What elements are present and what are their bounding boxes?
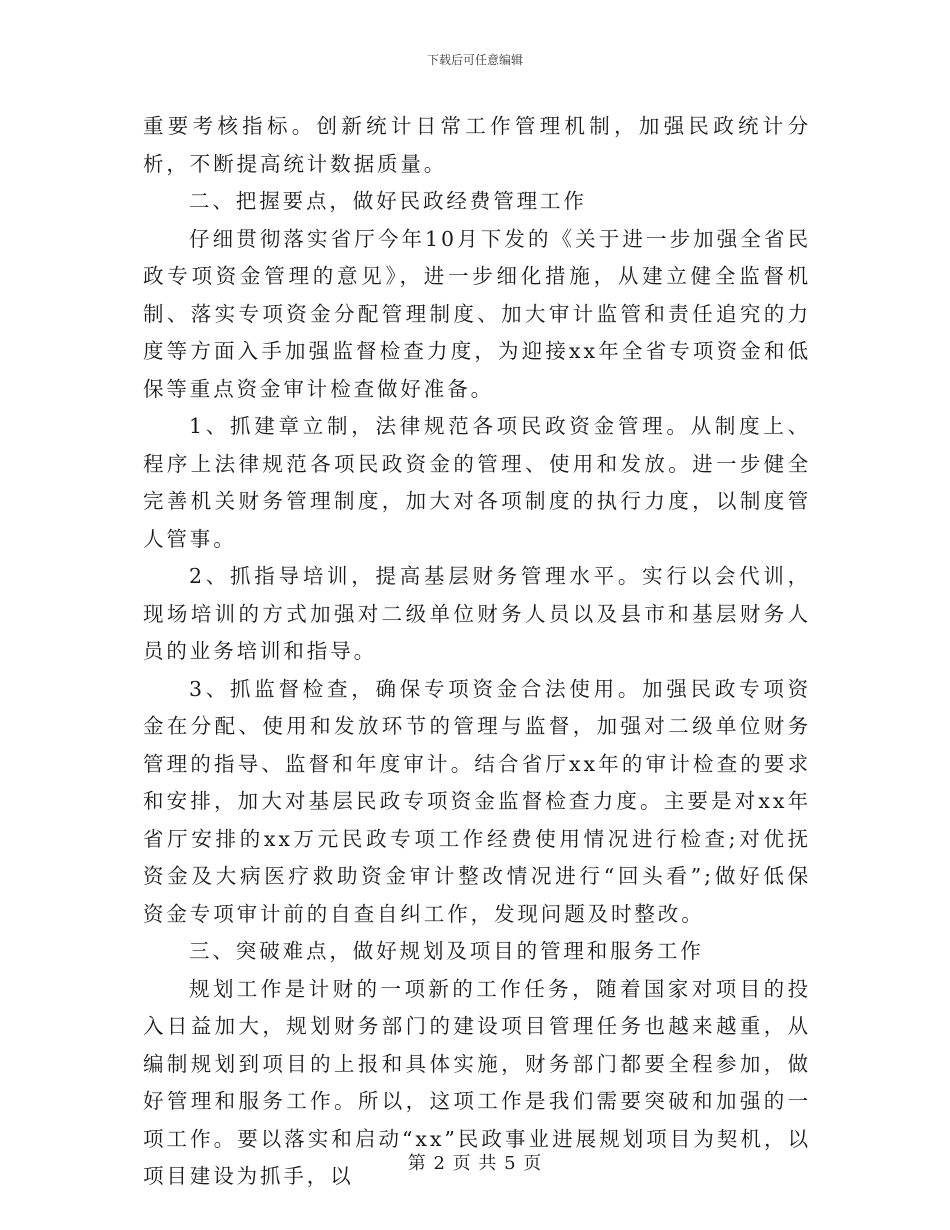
section-heading-2: 二、把握要点，做好民政经费管理工作 <box>189 189 587 213</box>
paragraph-4: 1、抓建章立制，法律规范各项民政资金管理。从制度上、程序上法律规范各项民政资金的管理、使用和发放。进一步健全完善机关财务管理制度，加大对各项制度的执行力度，以制度管人管事。 <box>143 414 811 551</box>
section-heading-3: 三、突破难点，做好规划及项目的管理和服务工作 <box>189 939 704 963</box>
paragraph-1: 重要考核指标。创新统计日常工作管理机制，加强民政统计分析，不断提高统计数据质量。 <box>143 114 811 176</box>
paragraph-6: 3、抓监督检查，确保专项资金合法使用。加强民政专项资金在分配、使用和发放环节的管理与监督，加强对二级单位财务管理的指导、监督和年度审计。结合省厅xx年的审计检查的要求和安排，加大对基层民政专项资金监督检查力度。主要是对xx年省厅安排的xx万元民政专项工作经费使用情况进行检查;对优抚资金及大病医疗救助资金审计整改情况进行“回头看”;做好低保资金专项审计前的自查自纠工作，发现问题及时整改。 <box>143 676 811 926</box>
paragraph-5: 2、抓指导培训，提高基层财务管理水平。实行以会代训，现场培训的方式加强对二级单位财务人员以及县市和基层财务人员的业务培训和指导。 <box>143 564 811 663</box>
page-footer: 第 2 页 共 5 页 <box>407 1153 543 1174</box>
document-body <box>143 108 811 1196</box>
paragraph-8: 规划工作是计财的一项新的工作任务，随着国家对项目的投入日益加大，规划财务部门的建设项目管理任务也越来越重，从编制规划到项目的上报和具体实施，财务部门都要全程参加，做好管理和服务工作。所以，这项工作是我们需要突破和加强的一项工作。要以落实和启动“xx”民政事业进展规划项目为契机，以项目建设为抓手，以 <box>143 976 811 1188</box>
page-header: 下载后可任意编辑 <box>426 53 523 67</box>
paragraph-3: 仔细贯彻落实省厅今年10月下发的《关于进一步加强全省民政专项资金管理的意见》，进一步细化措施，从建立健全监督机制、落实专项资金分配管理制度、加大审计监管和责任追究的力度等方面入手加强监督检查力度，为迎接xx年全省专项资金和低保等重点资金审计检查做好准备。 <box>143 226 811 401</box>
